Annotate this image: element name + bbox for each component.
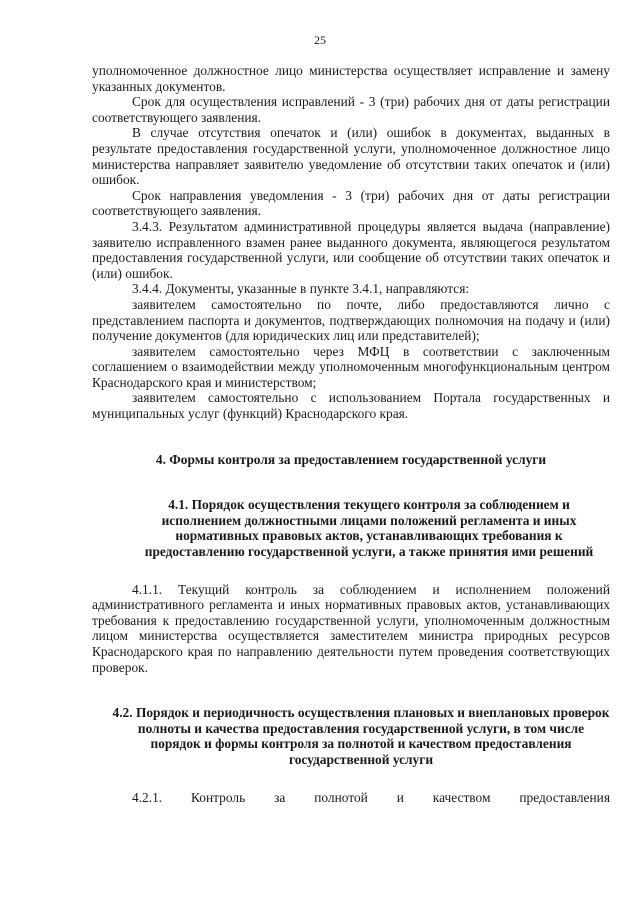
page-number: 25	[314, 33, 326, 47]
body-paragraph: заявителем самостоятельно через МФЦ в соответствии с заключенным соглашением о взаимодействии между уполномоченным многофункциональным центром Краснодарского края и министерством;	[92, 343, 610, 390]
body-paragraph: В случае отсутствия опечаток и (или) ошибок в документах, выданных в результате предоставления государственной услуги, уполномоченное должностное лицо министерства направляет заявителю уведомление об отсутствии таких опечаток и (или) ошибок.	[92, 125, 610, 188]
section-4-heading: 4. Формы контроля за предоставлением государственной услуги	[155, 451, 547, 467]
body-paragraph: Срок для осуществления исправлений - 3 (три) рабочих дня от даты регистрации соответствующего заявления.	[92, 94, 610, 125]
section-4-2-heading: 4.2. Порядок и периодичность осуществления плановых и внеплановых проверок полноты и качества предоставления государственной услуги, в том числе порядок и формы контроля за полнотой и качеством предоставления государственной услуги	[112, 705, 610, 767]
section-4-1-heading: 4.1. Порядок осуществления текущего контроля за соблюдением и исполнением должностными лицами положений регламента и иных нормативных правовых актов, устанавливающих требования к предоставлению государственной услуги, а также принятия ими решений	[144, 497, 594, 560]
body-paragraph: уполномоченное должностное лицо министерства осуществляет исправление и замену указанных документов.	[92, 63, 610, 94]
body-paragraph: 3.4.4. Документы, указанные в пункте 3.4.1, направляются:	[132, 281, 470, 297]
body-paragraph: заявителем самостоятельно по почте, либо предоставляются лично с представлением паспорта и документов, подтверждающих полномочия на подачу и (или) получение документов (для юридических лиц или представителей);	[92, 296, 610, 344]
body-paragraph: заявителем самостоятельно с использованием Портала государственных и муниципальных услуг (функций) Краснодарского края.	[92, 390, 610, 422]
document-body	[92, 63, 610, 805]
section-4-1-1-paragraph: 4.1.1. Текущий контроль за соблюдением и исполнением положений административного регламента и иных нормативных правовых актов, устанавливающих требования к предоставлению государственной услуги, уполномоченным должностным лицом министерства осуществляется заместителем министра природных ресурсов Краснодарского края по направлению деятельности путем проведения соответствующих проверок.	[92, 581, 610, 675]
body-paragraph: 3.4.3. Результатом административной процедуры является выдача (направление) заявителю исправленного взамен ранее выданного документа, являющегося результатом предоставления государственной услуги, или сообщение об отсутствии таких опечаток и (или) ошибок.	[92, 218, 610, 281]
section-4-2-1-paragraph: 4.2.1. Контроль за полнотой и качеством предоставления	[132, 789, 610, 805]
body-paragraph: Срок направления уведомления - 3 (три) рабочих дня от даты регистрации соответствующего заявления.	[92, 187, 610, 219]
